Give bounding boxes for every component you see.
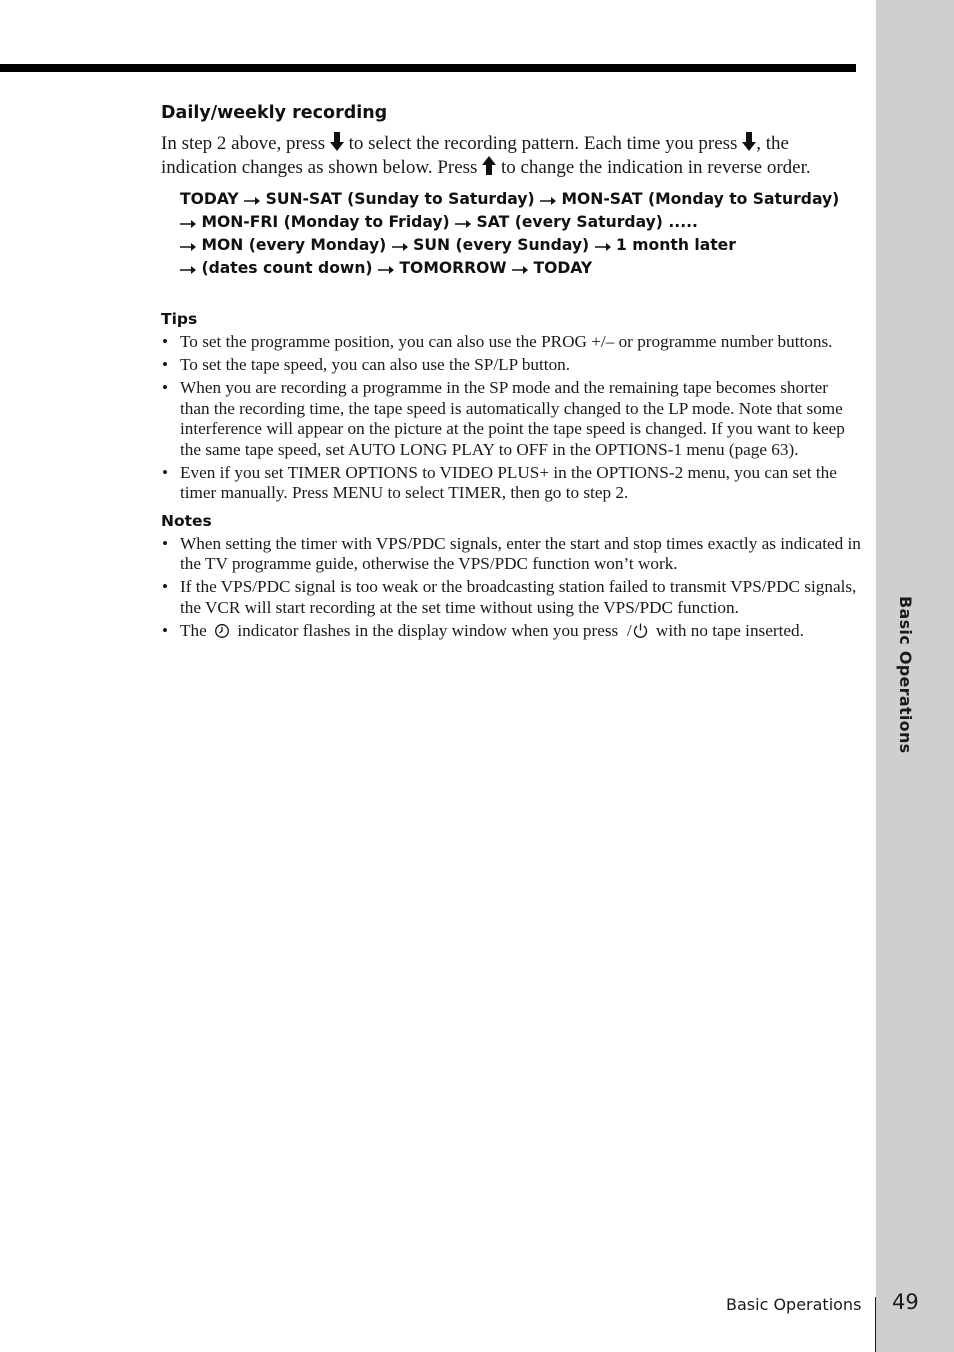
page-number: 49 — [892, 1290, 919, 1314]
footer-section-label: Basic Operations — [726, 1295, 862, 1314]
list-item: • To set the programme position, you can also use the PROG +/– or programme number buttons. — [161, 332, 861, 353]
notes-list — [161, 534, 861, 642]
sequence-line — [180, 211, 861, 234]
top-rule — [0, 64, 856, 72]
sequence-step: (dates count down) — [201, 259, 373, 277]
sequence-line — [180, 188, 861, 211]
tips-list — [161, 332, 861, 504]
arrow-right-icon — [455, 219, 471, 229]
sequence-line — [180, 234, 861, 257]
list-item: • Even if you set TIMER OPTIONS to VIDEO PLUS+ in the OPTIONS-2 menu, you can set the timer manually. Press MENU to select TIMER, then go to step 2. — [161, 463, 861, 504]
arrow-down-icon — [330, 132, 344, 151]
sequence-step: MON (every Monday) — [201, 236, 387, 254]
arrow-right-icon — [180, 219, 196, 229]
arrow-down-icon — [742, 132, 756, 151]
sequence-step: TODAY — [533, 259, 593, 277]
arrow-right-icon — [244, 196, 260, 206]
sequence-step: MON-FRI (Monday to Friday) — [201, 213, 450, 231]
arrow-right-icon — [392, 242, 408, 252]
sequence-step: MON-SAT (Monday to Saturday) — [561, 190, 840, 208]
sequence-step: SAT (every Saturday) ..... — [476, 213, 698, 231]
sequence-step: TOMORROW — [399, 259, 507, 277]
power-icon — [632, 622, 649, 639]
tips-heading: Tips — [161, 310, 198, 328]
section-title: Daily/weekly recording — [161, 103, 388, 123]
sequence-line — [180, 257, 861, 280]
arrow-right-icon — [512, 265, 528, 275]
arrow-up-icon — [482, 156, 496, 175]
arrow-right-icon — [595, 242, 611, 252]
sequence-step: SUN (every Sunday) — [413, 236, 590, 254]
intro-paragraph: In step 2 above, press to select the recording pattern. Each time you press , the indication changes as shown below. Press to change the indication in reverse order. — [161, 133, 811, 178]
list-item: • The indicator flashes in the display window when you press / with no tape inserted. — [161, 621, 861, 642]
sequence-step: TODAY — [180, 190, 239, 208]
footer-divider — [875, 1297, 876, 1352]
sequence-step: SUN-SAT (Sunday to Saturday) — [265, 190, 535, 208]
side-tab-label: Basic Operations — [896, 596, 915, 754]
list-item: • When you are recording a programme in the SP mode and the remaining tape becomes shorter than the recording time, the tape speed is automatically changed to the LP mode. Note that some interference will appear on the picture at the point the tape speed is changed. If you want to keep the same tape speed, set AUTO LONG PLAY to OFF in the OPTIONS-1 menu (page 63). — [161, 378, 861, 460]
sequence-step: 1 month later — [616, 236, 736, 254]
arrow-right-icon — [540, 196, 556, 206]
timer-icon — [214, 623, 230, 639]
notes-heading: Notes — [161, 511, 212, 530]
recording-pattern-sequence — [180, 188, 861, 280]
arrow-right-icon — [180, 242, 196, 252]
arrow-right-icon — [378, 265, 394, 275]
list-item: • If the VPS/PDC signal is too weak or the broadcasting station failed to transmit VPS/PDC signals, the VCR will start recording at the set time without using the VPS/PDC function. — [161, 577, 861, 618]
arrow-right-icon — [180, 265, 196, 275]
list-item: • When setting the timer with VPS/PDC signals, enter the start and stop times exactly as indicated in the TV programme guide, otherwise the VPS/PDC function won’t work. — [161, 534, 861, 575]
page-content — [161, 103, 861, 644]
list-item: • To set the tape speed, you can also use the SP/LP button. — [161, 355, 861, 376]
